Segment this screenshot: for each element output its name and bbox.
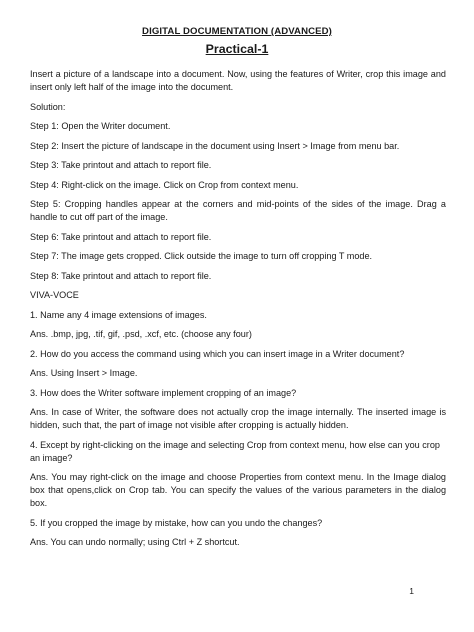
question-1: 1. Name any 4 image extensions of images. xyxy=(30,309,207,320)
answer-3: Ans. In case of Writer, the software does not actually crop the image internally. The inserted image is hidden, such that, the part of image not visible after cropping is actually hidden. xyxy=(30,407,446,430)
practical-heading: Practical-1 xyxy=(205,42,269,56)
step-3: Step 3: Take printout and attach to report file. xyxy=(30,160,212,170)
step-6: Step 6: Take printout and attach to report file. xyxy=(30,231,212,242)
viva-voce-heading: VIVA-VOCE xyxy=(30,290,79,300)
question-5: 5. If you cropped the image by mistake, how can you undo the changes? xyxy=(30,517,323,528)
document-body xyxy=(30,68,446,556)
solution-label: Solution: xyxy=(30,101,66,112)
task-statement: Insert a picture of a landscape into a document. Now, using the features of Writer, crop this image and insert only left half of the image into the document. xyxy=(30,69,446,92)
document-title: DIGITAL DOCUMENTATION (ADVANCED) xyxy=(142,26,332,37)
step-7: Step 7: The image gets cropped. Click outside the image to turn off cropping T mode. xyxy=(30,251,373,261)
step-2: Step 2: Insert the picture of landscape in the document using Insert > Image from menu bar. xyxy=(30,140,400,151)
page-number: 1 xyxy=(409,586,414,596)
question-2: 2. How do you access the command using which you can insert image in a Writer document? xyxy=(30,348,405,359)
question-4: 4. Except by right-clicking on the image and selecting Crop from context menu, how else can you crop an image? xyxy=(30,439,440,463)
step-8: Step 8: Take printout and attach to report file. xyxy=(30,270,212,281)
step-5: Step 5: Cropping handles appear at the corners and mid-points of the sides of the image. Drag a handle to cut off part of the image. xyxy=(30,199,446,222)
question-3: 3. How does the Writer software implement cropping of an image? xyxy=(30,387,297,398)
step-1: Step 1: Open the Writer document. xyxy=(30,121,171,131)
answer-4: Ans. You may right-click on the image and choose Properties from context menu. In the Image dialog box that opens,click on Crop tab. You can specify the values of the various parameters in the dialog box. xyxy=(30,472,446,508)
answer-1: Ans. .bmp, jpg, .tif, gif, .psd, .xcf, etc. (choose any four) xyxy=(30,329,252,339)
answer-2: Ans. Using Insert > Image. xyxy=(30,368,138,378)
step-4: Step 4: Right-click on the image. Click on Crop from context menu. xyxy=(30,179,299,190)
answer-5: Ans. You can undo normally; using Ctrl + Z shortcut. xyxy=(30,537,240,547)
